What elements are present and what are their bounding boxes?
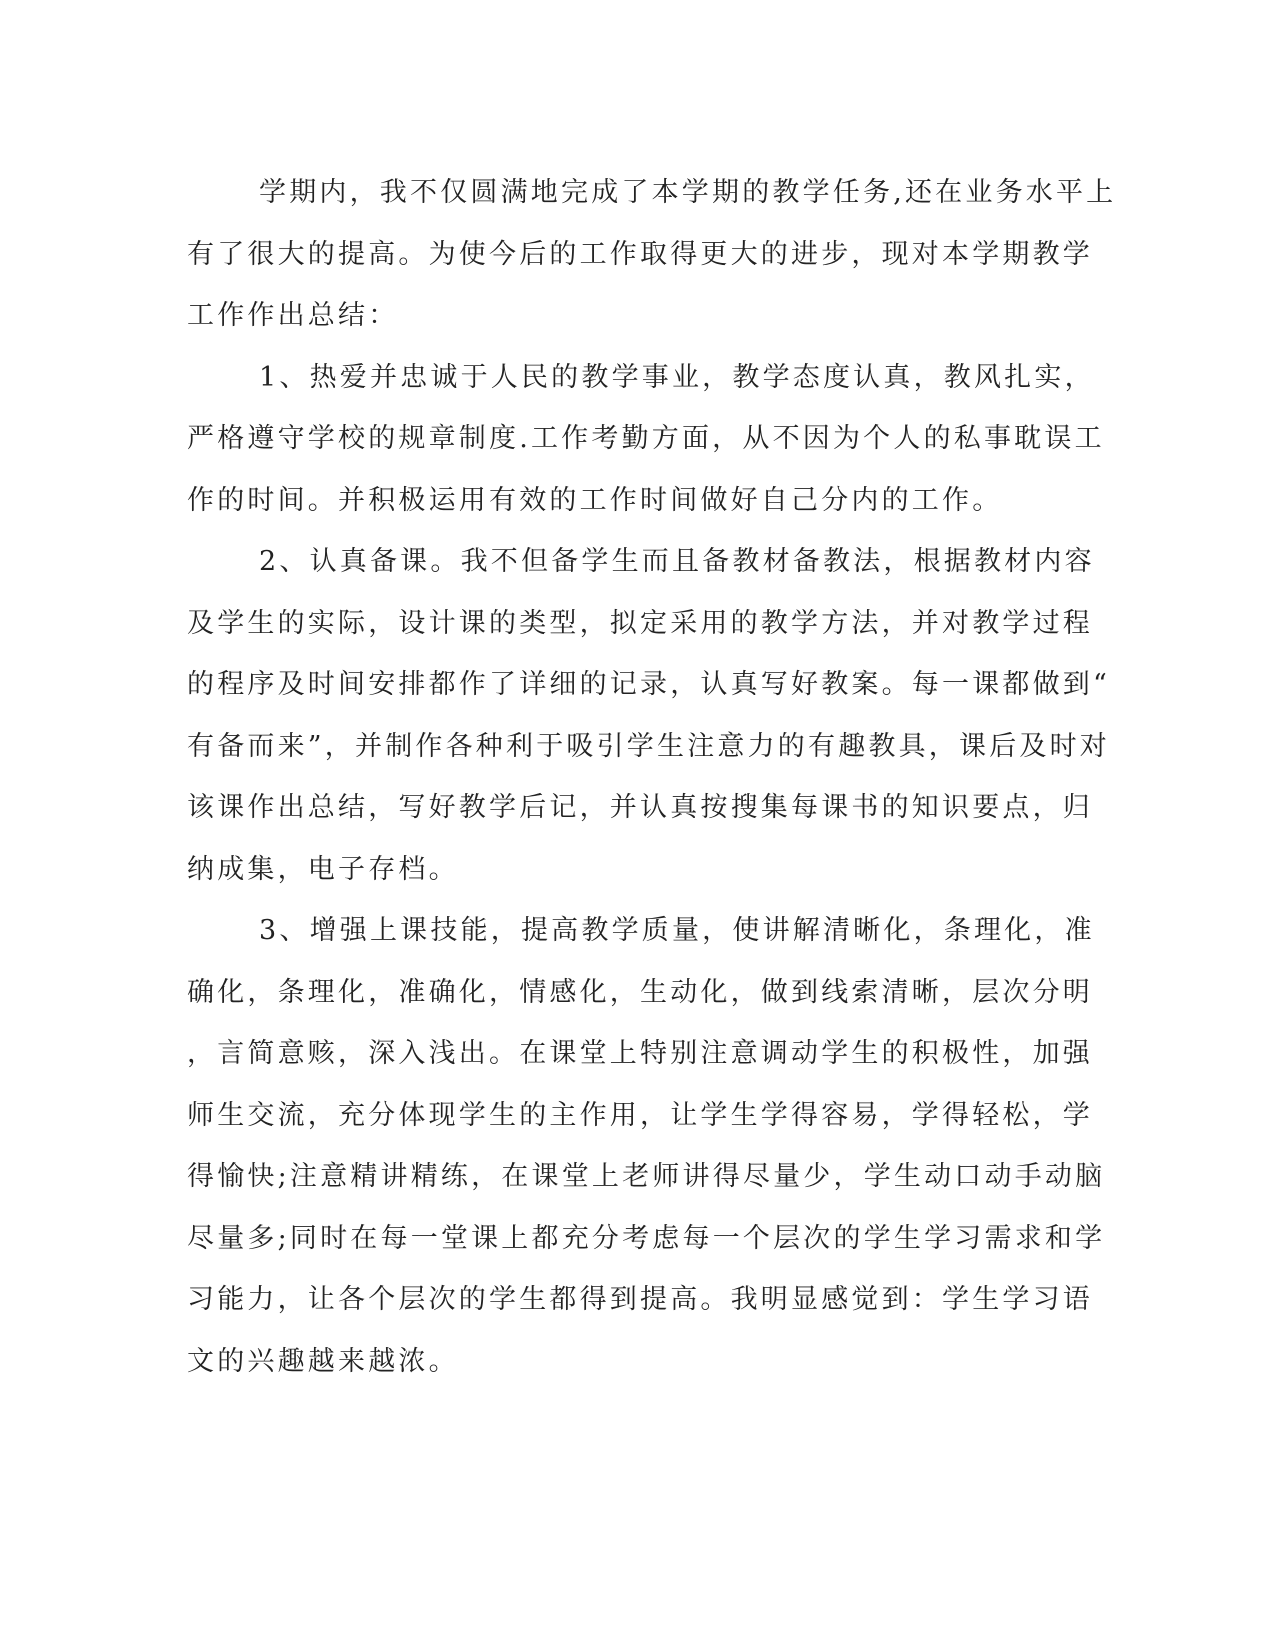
text-line: 学期内，我不仅圆满地完成了本学期的教学任务,还在业务水平上 [259, 177, 1117, 208]
paragraph-item-2 [187, 531, 1111, 900]
text-line: 工作作出总结： [187, 300, 399, 331]
text-line: 3、增强上课技能，提高教学质量，使讲解清晰化，条理化，准 [259, 915, 1095, 946]
paragraph-intro [187, 162, 1117, 347]
text-line: ，言简意赅，深入浅出。在课堂上特别注意调动学生的积极性，加强 [187, 1038, 1093, 1069]
text-line: 2、认真备课。我不但备学生而且备教材备教法，根据教材内容 [259, 546, 1095, 577]
text-line: 得愉快;注意精讲精练，在课堂上老师讲得尽量少，学生动口动手动脑 [187, 1161, 1106, 1192]
text-line: 及学生的实际，设计课的类型，拟定采用的教学方法，并对教学过程 [187, 607, 1093, 639]
text-line: 有了很大的提高。为使今后的工作取得更大的进步，现对本学期教学 [187, 238, 1093, 270]
text-line: 师生交流，充分体现学生的主作用，让学生学得容易，学得轻松，学 [187, 1099, 1093, 1131]
text-line: 1、热爱并忠诚于人民的教学事业，教学态度认真，教风扎实， [259, 361, 1095, 393]
text-line: 习能力，让各个层次的学生都得到提高。我明显感觉到：学生学习语 [187, 1284, 1093, 1315]
text-line: 有备而来”，并制作各种利于吸引学生注意力的有趣教具，课后及时对 [187, 730, 1111, 762]
document-body [187, 162, 1117, 1392]
text-line: 作的时间。并积极运用有效的工作时间做好自己分内的工作。 [187, 484, 1003, 516]
text-line: 的程序及时间安排都作了详细的记录，认真写好教案。每一课都做到“ [187, 669, 1111, 700]
text-line: 纳成集，电子存档。 [187, 853, 459, 885]
paragraph-item-1 [187, 347, 1105, 532]
text-line: 文的兴趣越来越浓。 [187, 1345, 459, 1377]
text-line: 尽量多;同时在每一堂课上都充分考虑每一个层次的学生学习需求和学 [187, 1222, 1106, 1254]
paragraph-item-3 [187, 900, 1106, 1392]
text-line: 严格遵守学校的规章制度.工作考勤方面，从不因为个人的私事耽误工 [187, 423, 1105, 454]
text-line: 确化，条理化，准确化，情感化，生动化，做到线索清晰，层次分明 [187, 976, 1093, 1008]
text-line: 该课作出总结，写好教学后记，并认真按搜集每课书的知识要点，归 [187, 792, 1093, 823]
